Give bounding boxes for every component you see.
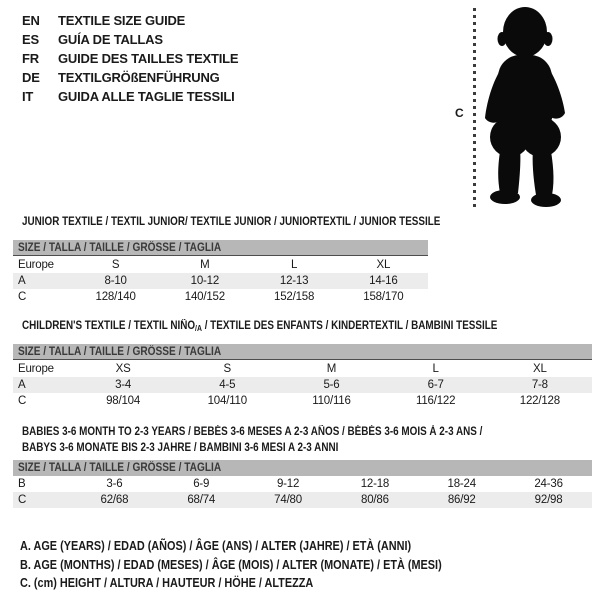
- table-row: [13, 257, 428, 273]
- height-dotted-line: [473, 8, 476, 207]
- babies-section-title: [22, 424, 482, 456]
- lang-code: ES: [22, 32, 39, 47]
- size-cell: 62/68: [100, 494, 129, 506]
- size-cell: 116/122: [415, 395, 456, 407]
- size-cell: M: [326, 363, 337, 375]
- children-size-header: [13, 344, 592, 360]
- size-cell: 4-5: [219, 379, 236, 391]
- lang-code: IT: [22, 89, 34, 104]
- row-label: Europe: [18, 259, 54, 271]
- size-cell: 18-24: [447, 478, 476, 490]
- row-label: C: [18, 395, 27, 407]
- size-cell: 128/140: [95, 291, 136, 303]
- children-title-subscript: /A: [195, 324, 202, 333]
- lang-label: GUIDA ALLE TAGLIE TESSILI: [58, 89, 235, 104]
- size-cell: 10-12: [190, 275, 220, 287]
- legend-notes: [20, 537, 505, 593]
- lang-label: GUÍA DE TALLAS: [58, 32, 163, 47]
- size-header-text: SIZE / TALLA / TAILLE / GRÖSSE / TAGLIA: [18, 242, 222, 254]
- size-cell: 80/86: [361, 494, 389, 506]
- size-cell: M: [200, 259, 210, 271]
- size-cell: L: [432, 363, 439, 375]
- size-cell: 158/170: [363, 291, 404, 303]
- table-row: [13, 289, 428, 305]
- children-size-table: [13, 361, 592, 409]
- lang-code: DE: [22, 70, 40, 85]
- lang-row-fr: [22, 49, 238, 68]
- junior-size-header: [13, 240, 428, 256]
- children-section-title: [22, 318, 497, 337]
- size-cell: XL: [376, 259, 391, 271]
- table-row: [13, 361, 592, 377]
- row-label: C: [18, 291, 27, 303]
- junior-section-title: JUNIOR TEXTILE / TEXTIL JUNIOR/ TEXTILE JUNIOR / JUNIORTEXTIL / JUNIOR TESSILE: [22, 216, 441, 228]
- size-header-text: SIZE / TALLA / TAILLE / GRÖSSE / TAGLIA: [18, 346, 222, 358]
- size-cell: 9-12: [276, 478, 300, 490]
- row-label: C: [18, 494, 27, 506]
- size-cell: 24-36: [534, 478, 563, 490]
- size-cell: S: [111, 259, 120, 271]
- lang-code: EN: [22, 13, 40, 28]
- babies-size-header: [13, 460, 592, 476]
- size-cell: 74/80: [274, 494, 302, 506]
- size-cell: 14-16: [369, 275, 398, 287]
- babies-title-line1: BABIES 3-6 MONTH TO 2-3 YEARS / BEBÉS 3-6 MESES A 2-3 AÑOS / BÉBÉS 3-6 MOIS À 2-3 ANS /: [22, 426, 483, 438]
- size-cell: 12-18: [360, 478, 390, 490]
- children-title-pre: CHILDREN'S TEXTILE / TEXTIL NIÑO: [22, 320, 196, 332]
- note-height-cm: C. (cm) HEIGHT / ALTURA / HAUTEUR / HÖHE / ALTEZZA: [20, 576, 314, 590]
- size-cell: 6-9: [193, 478, 210, 490]
- size-cell: XL: [533, 363, 547, 375]
- lang-row-es: [22, 30, 238, 49]
- table-row: [13, 273, 428, 289]
- size-header-text: SIZE / TALLA / TAILLE / GRÖSSE / TAGLIA: [18, 462, 222, 474]
- table-row: [13, 476, 592, 492]
- size-cell: 3-6: [106, 478, 123, 490]
- row-label: A: [18, 379, 26, 391]
- size-cell: 7-8: [531, 379, 548, 391]
- size-cell: 140/152: [184, 291, 225, 303]
- babies-size-table: [13, 476, 592, 508]
- lang-row-de: [22, 68, 238, 87]
- row-label: B: [18, 478, 26, 490]
- note-age-years: A. AGE (YEARS) / EDAD (AÑOS) / ÂGE (ANS) / ALTER (JAHRE) / ETÀ (ANNI): [20, 539, 412, 553]
- table-row: [13, 377, 592, 393]
- size-cell: XS: [115, 363, 131, 375]
- lang-row-en: [22, 11, 238, 30]
- row-label: A: [18, 275, 26, 287]
- table-row: [13, 393, 592, 409]
- lang-label: TEXTILE SIZE GUIDE: [58, 13, 186, 28]
- size-cell: 98/104: [106, 395, 141, 407]
- size-cell: 110/116: [312, 395, 351, 407]
- size-cell: 68/74: [187, 494, 216, 506]
- size-cell: 92/98: [534, 494, 563, 506]
- lang-label: TEXTILGRÖßENFÜHRUNG: [58, 70, 220, 85]
- size-cell: 5-6: [323, 379, 340, 391]
- size-cell: 3-4: [115, 379, 132, 391]
- lang-row-it: [22, 87, 238, 106]
- language-list: [22, 11, 238, 106]
- junior-size-table: [13, 257, 428, 305]
- size-cell: 8-10: [104, 275, 127, 287]
- lang-label: GUIDE DES TAILLES TEXTILE: [58, 51, 239, 66]
- size-cell: L: [291, 259, 298, 271]
- size-cell: 104/110: [207, 395, 247, 407]
- lang-code: FR: [22, 51, 39, 66]
- size-cell: 12-13: [279, 275, 309, 287]
- size-cell: 122/128: [519, 395, 560, 407]
- row-label: Europe: [18, 363, 54, 375]
- size-cell: 152/158: [274, 291, 315, 303]
- height-measure-label: C: [455, 106, 464, 120]
- size-cell: 86/92: [447, 494, 476, 506]
- toddler-silhouette: [481, 5, 576, 207]
- note-age-months: B. AGE (MONTHS) / EDAD (MESES) / ÂGE (MOIS) / ALTER (MONATE) / ETÀ (MESI): [20, 557, 442, 572]
- children-title-post: / TEXTILE DES ENFANTS / KINDERTEXTIL / BAMBINI TESSILE: [201, 320, 498, 332]
- size-cell: 6-7: [427, 379, 444, 391]
- size-cell: S: [223, 363, 232, 375]
- babies-title-line2: BABYS 3-6 MONATE BIS 2-3 JAHRE / BAMBINI 3-6 MESI A 2-3 ANNI: [22, 442, 339, 454]
- table-row: [13, 492, 592, 508]
